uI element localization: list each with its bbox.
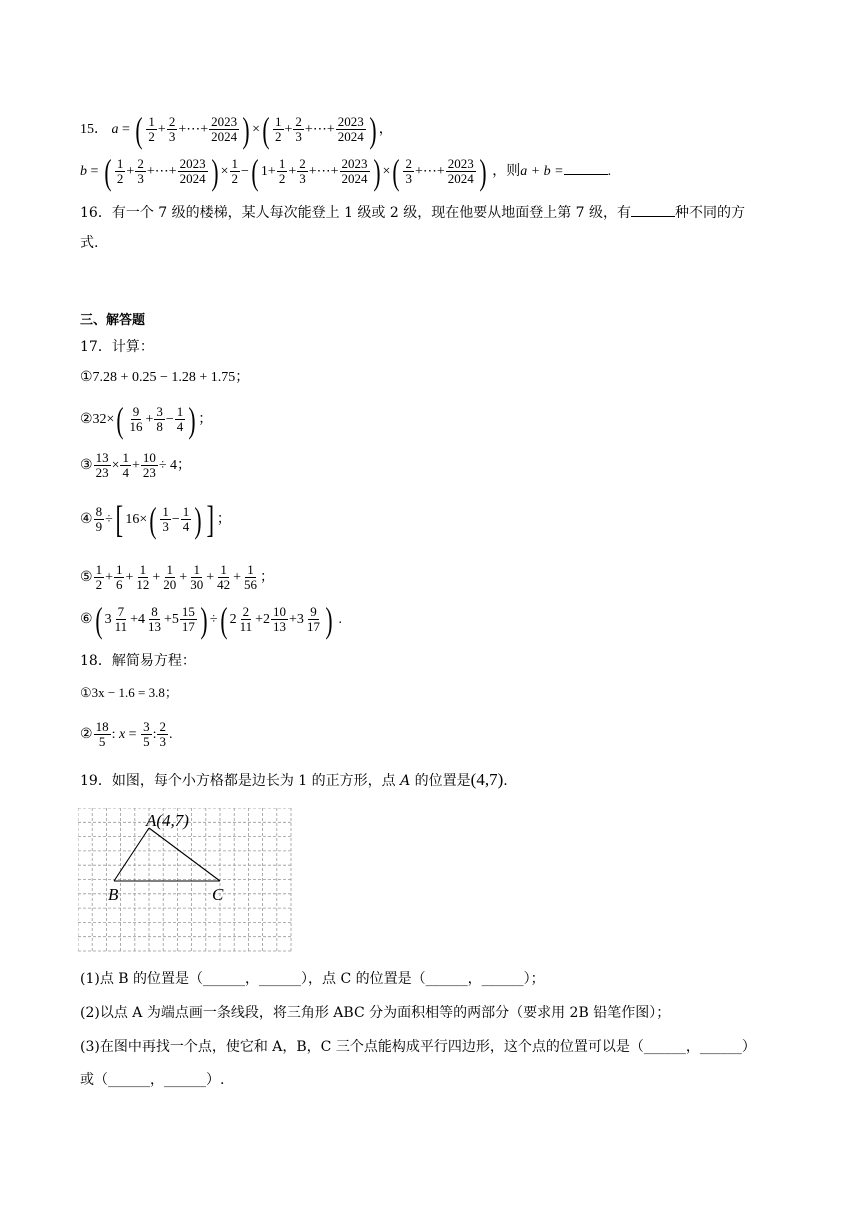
q18-item-1: ①3x − 1.6 = 3.8；	[80, 685, 178, 700]
q15-expr-ab: a + b =	[520, 164, 564, 179]
q15-line-a: 15． a = ( $\frac{1}{2}$ + $\frac{2}{3}$ +⋯+ $\frac{2023}{2024}$ ) ×( $\frac{1}{2}$ + $\frac{2}{3}$ +⋯+ $\frac{2023}{2024}$ ) ，	[80, 109, 393, 150]
q15-number: 15．	[80, 122, 108, 137]
q19-title-end: .	[503, 773, 508, 789]
q17-item-4: ④ $\frac{8}{9}$ ÷[ 16×( $\frac{1}{3}$ − $\frac{1}{4}$ ) ] ；	[80, 498, 231, 541]
triangle-abc	[114, 828, 220, 881]
q19-title-mid: 的位置是	[414, 773, 471, 789]
q16-text: 16．有一个 7 级的楼梯，某人每次能登上 1 级或 2 级，现在他要从地面登上第 7 级，有	[80, 205, 632, 221]
q19-sub-3: (3)在图中再找一个点，使它和 A，B，C 三个点能构成平行四边形，这个点的位置可以是（______，______）	[80, 1039, 756, 1055]
q17-item-6: ⑥( 3 $\frac{7}{11}$ +4 $\frac{8}{13}$ +5 $\frac{15}{17}$ ) ÷( 2 $\frac{2}{11}$ +2 $\frac{10}{13}$ +3 $\frac{9}{17}$ ) .	[80, 599, 342, 640]
q15-answer-blank[interactable]	[564, 162, 608, 175]
q17-item-3-tail: ÷ 4；	[158, 458, 192, 473]
q15-line-b: b = ( $\frac{1}{2}$ + $\frac{2}{3}$ +⋯+ $\frac{2023}{2024}$ ) × $\frac{1}{2}$ −( 1+ $\frac{1}{2}$ + $\frac{2}{3}$ +⋯+ $\frac{2023}{2024}$ ) ×( $\frac{2}{3}$ +⋯+ $\frac{2023}{2024}$ ) ，则a + b = .	[80, 151, 612, 192]
q15-tail: ，则	[492, 164, 521, 179]
q19-sub-1: (1)点 B 的位置是（______，______），点 C 的位置是（______，______）；	[80, 971, 545, 987]
q19-title-coord: (4,7)	[470, 770, 504, 789]
q17-title: 17．计算：	[80, 339, 154, 355]
q18-item-2: ② $\frac{18}{5}$ : x = $\frac{3}{5}$ : $\frac{2}{3}$ .	[80, 719, 173, 750]
q17-item-3: ③ $\frac{13}{23}$ × $\frac{1}{4}$ + $\frac{10}{23}$ ÷ 4；	[80, 450, 192, 481]
q17-item-1: ①7.28 + 0.25 − 1.28 + 1.75；	[80, 370, 250, 385]
q17-item-5: ⑤ $\frac{1}{2}$ + $\frac{1}{6}$ + $\frac{1}{12}$ + $\frac{1}{20}$ + $\frac{1}{30}$ + $\frac{1}{42}$ + $\frac{1}{56}$ ；	[80, 562, 274, 593]
q16-line2	[80, 234, 98, 252]
q15-a-label: a	[111, 122, 119, 137]
q19-title-a: A	[400, 773, 411, 789]
q17-item-2: ②32×( $\frac{9}{16}$ + $\frac{3}{8}$ − $\frac{1}{4}$ ) ；	[80, 399, 213, 440]
q16-text-after: 种不同的方	[675, 205, 746, 221]
grid-figure	[78, 808, 292, 952]
section-title: 三、解答题	[80, 313, 146, 328]
q15-b-label: b	[80, 164, 87, 179]
label-b: B	[108, 885, 119, 904]
q18-title: 18．解简易方程：	[80, 653, 196, 669]
q19-title	[80, 771, 508, 790]
label-a: A(4,7)	[146, 811, 189, 830]
q16-line1	[80, 204, 745, 222]
q16-answer-blank[interactable]	[631, 204, 675, 217]
q15-end: .	[607, 164, 612, 179]
q19-title-pre: 19．如图，每个小方格都是边长为 1 的正方形，点	[80, 773, 396, 789]
q16-text-2: 式.	[80, 235, 99, 251]
label-c: C	[212, 885, 224, 904]
q19-sub-2: (2)以点 A 为端点画一条线段，将三角形 ABC 分为面积相等的两部分（要求用 2B 铅笔作图）；	[80, 1005, 671, 1021]
q19-sub-3b: 或（______，______）.	[80, 1072, 225, 1088]
